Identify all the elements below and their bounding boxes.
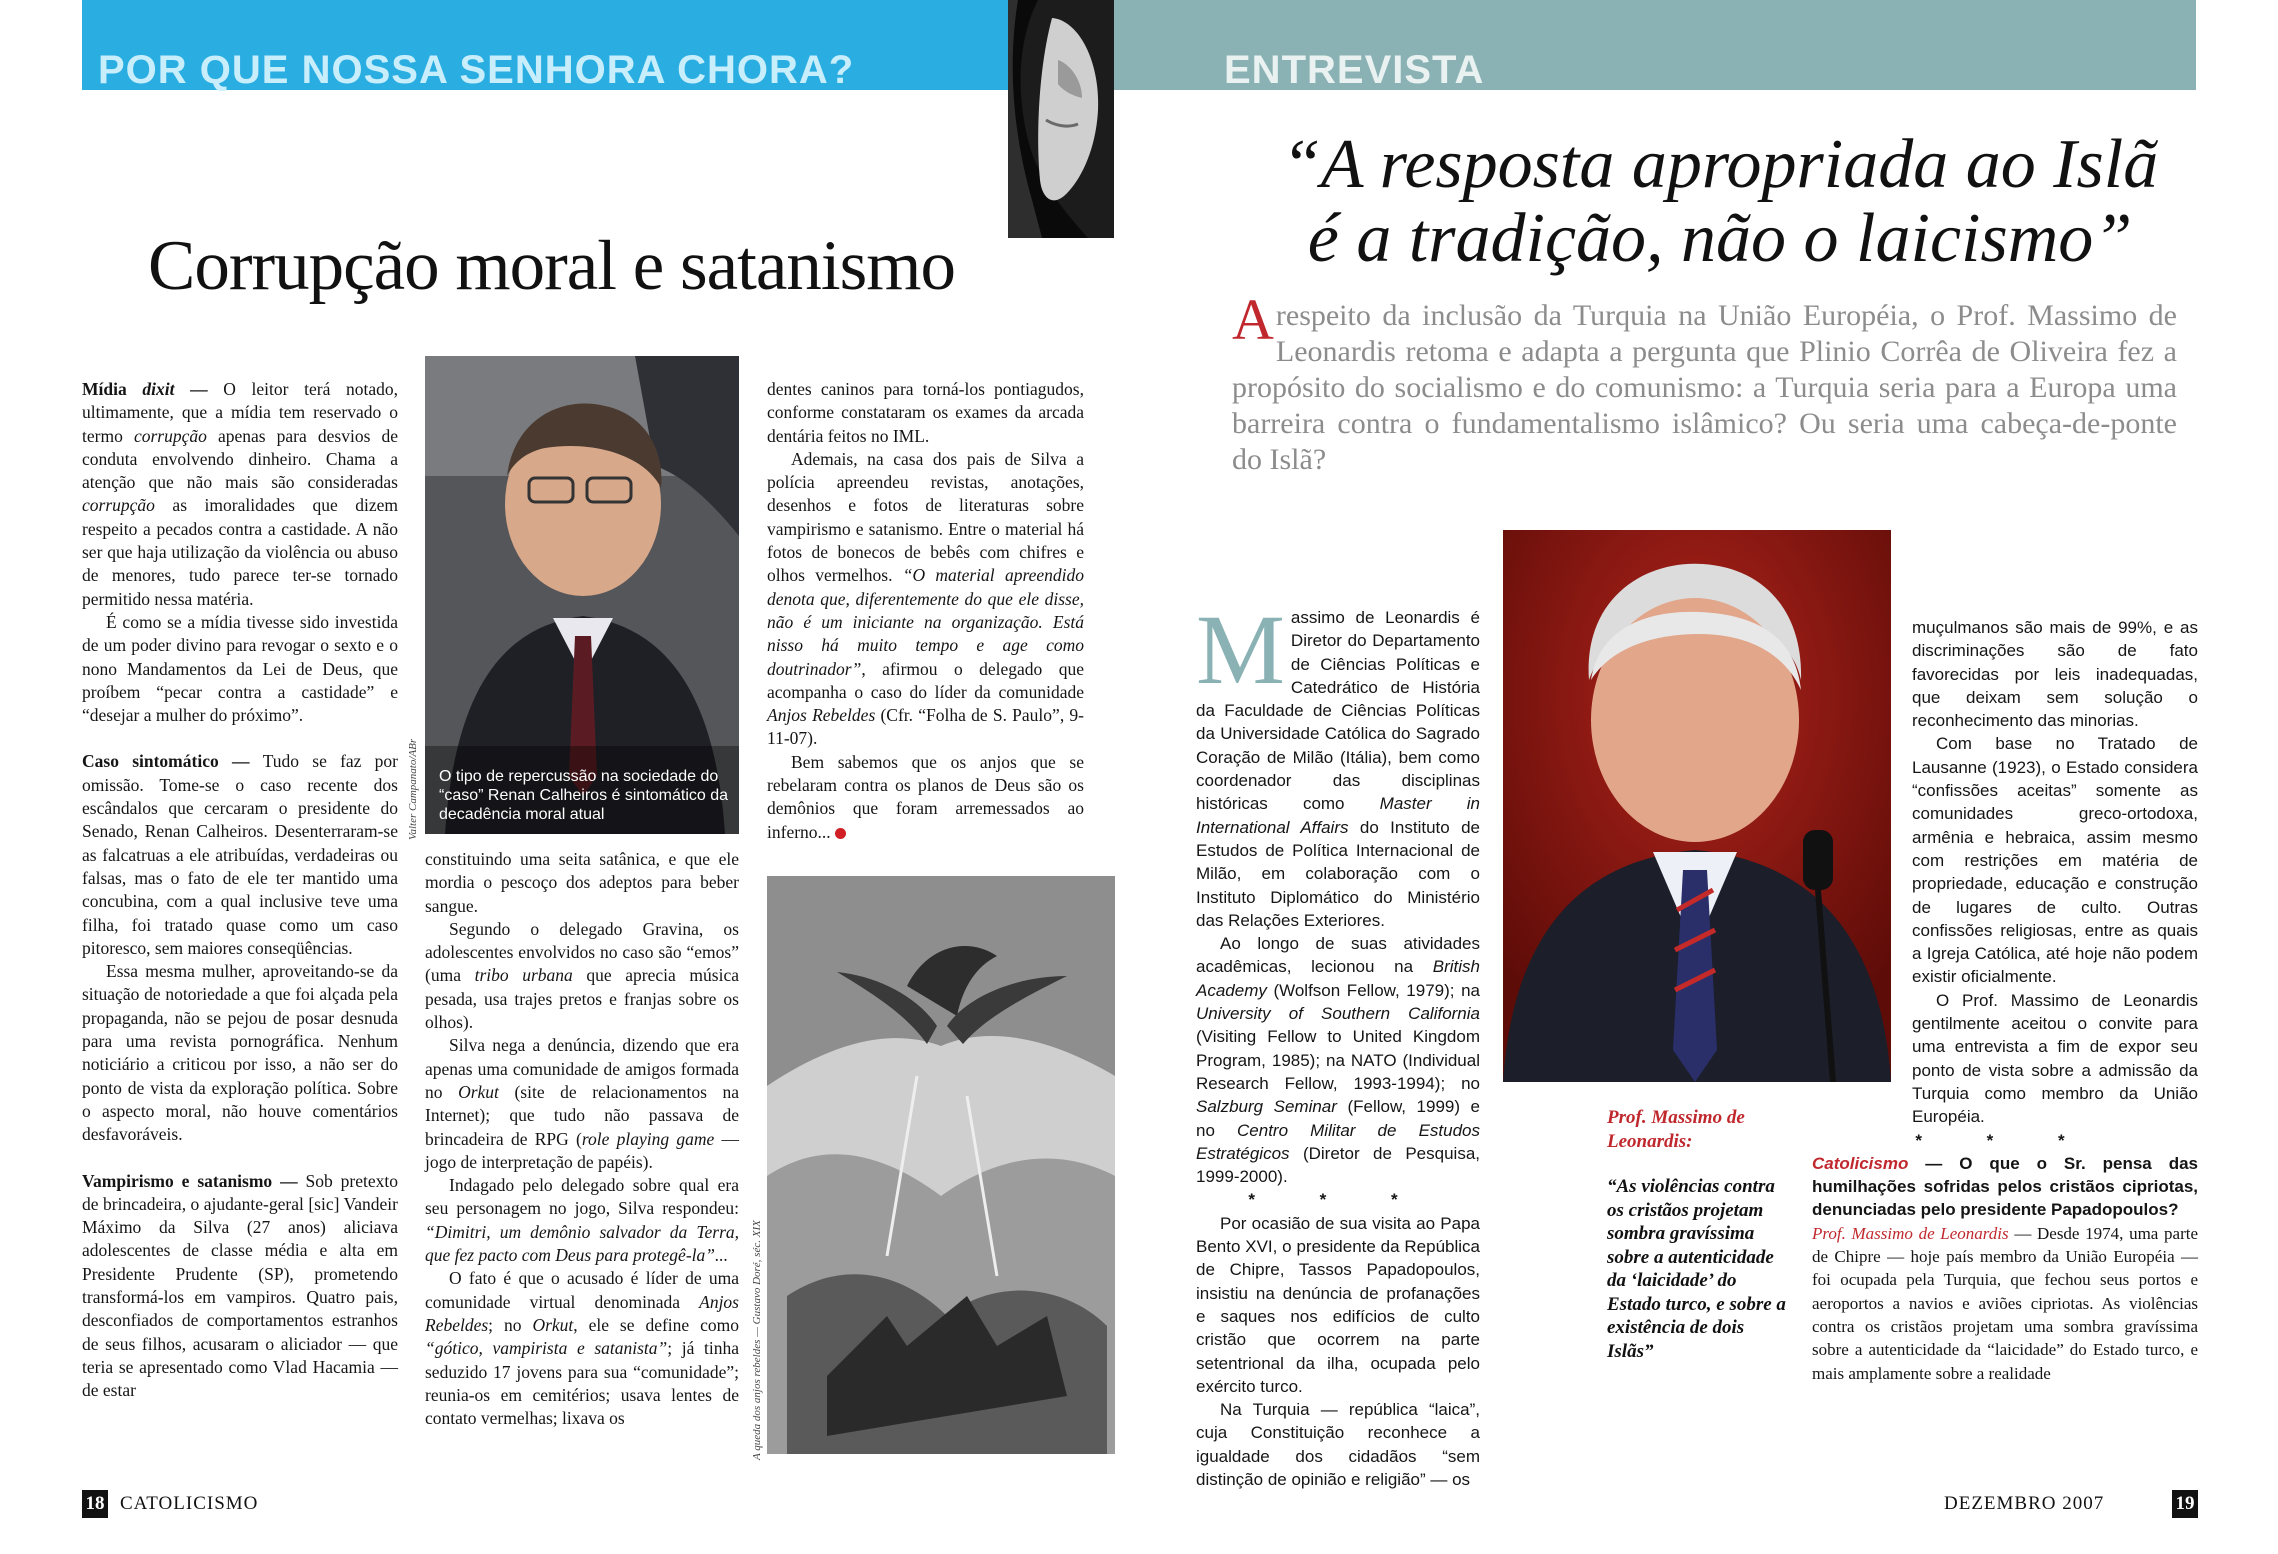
photo-credit: Valter Campanato/ABr <box>407 738 419 840</box>
engraving-credit: A queda dos anjos rebeldes — Gustavo Doré, séc. XIX <box>751 1220 763 1460</box>
renan-calheiros-photo <box>425 356 739 834</box>
photo-caption: O tipo de repercussão na sociedade do “caso” Renan Calheiros é sintomático da decadência moral atual <box>439 768 729 823</box>
paragraph: Vampirismo e satanismo — Sob pretexto de brincadeira, o ajudante-geral [sic] Vandeir Máximo da Silva (27 anos) aliciava adolescentes de classe média e alta em Presidente Prudente (SP), prometendo transformá-los em vampiros. Quatro pais, desconfiados de comportamentos estranhos de seus filhos, acusaram o aliciador — que teria se apresentado como Vlad Hacamia — de estar <box>82 1170 398 1401</box>
paragraph: Mídia dixit — O leitor terá notado, ultimamente, que a mídia tem reservado o termo corrupção apenas para desvios de conduta envolvendo dinheiro. Chama a atenção que não mais são consideradas corrupção as imoralidades que dizem respeito a pecados contra a castidade. A não ser que haja utilização da violência ou abuso de menores, tudo parece ter-se tornado permitido nessa matéria. <box>82 379 398 609</box>
section-separator: * * * <box>1915 1130 2095 1150</box>
paragraph: dentes caninos para torná-los pontiagudos, conforme constataram os exames da arcada dentária feitos no IML. <box>767 379 1084 446</box>
section-title-right: ENTREVISTA <box>1224 48 1485 92</box>
section-title-left: POR QUE NOSSA SENHORA CHORA? <box>98 48 855 92</box>
paragraph: É como se a mídia tivesse sido investida de um poder divino para revogar o sexto e o nono Mandamentos da Lei de Deus, que proíbem “pecar contra a castidade” e “desejar a mulher do próximo”. <box>82 611 398 726</box>
column-5-upper <box>1912 616 2198 989</box>
paragraph: Por ocasião de sua visita ao Papa Bento XVI, o presidente da República de Chipre, Tassos Papadopoulos, insistiu na denúncia de profanações e saques nos edifícios de culto cristão que ocorrem na parte setentrional da ilha, ocupada pelo exército turco. <box>1196 1213 1480 1396</box>
dropcap: M <box>1196 594 1285 705</box>
column-2 <box>425 848 739 1430</box>
paragraph: constituindo uma seita satânica, e que ele mordia o pescoço dos adeptos para beber sangue. <box>425 849 739 916</box>
interview-question: Catolicismo — O que o Sr. pensa das humilhações sofridas pelos cristãos cipriotas, denunciadas pelo presidente Papadopoulos? <box>1812 1153 2198 1220</box>
paragraph: Na Turquia — república “laica”, cuja Constituição reconhece a igualdade dos cidadãos “sem distinção de opinião e religião” — os <box>1196 1400 1480 1489</box>
column-5 <box>1812 616 2198 1385</box>
title-line-2: é a tradição, não o laicismo” <box>1307 200 2133 277</box>
paragraph: Indagado pelo delegado sobre qual era seu personagem no jogo, Silva respondeu: “Dimitri, um demônio salvador da Terra, que fez pacto com Deus para protegê-la”... <box>425 1175 739 1266</box>
issue-date: DEZEMBRO 2007 <box>1944 1493 2105 1514</box>
column-3 <box>767 378 1084 844</box>
article-deck <box>1232 287 2177 478</box>
deck-dropcap: A <box>1232 287 1274 352</box>
pull-quote <box>1607 1106 1787 1363</box>
column-4 <box>1196 594 1480 1491</box>
fall-of-rebel-angels-engraving <box>767 876 1115 1454</box>
deck-text: respeito da inclusão da Turquia na União Européia, o Prof. Massimo de Leonardis retoma e adapta a pergunta que Plinio Corrêa de Oliveira fez a propósito do socialismo e do comunismo: a Turquia seria para a Europa uma barreira contra o fundamentalismo islâmico? Ou seria uma cabeça-de-ponte do Islã? <box>1232 299 2177 476</box>
subhead: Mídia dixit — <box>82 379 224 399</box>
paragraph: Ao longo de suas atividades acadêmicas, lecionou na British Academy (Wolfson Fellow, 1979); na University of Southern California (Visiting Fellow to United Kingdom Program, 1985); na NATO (Individual Research Fellow, 1993-1994); no Salzburg Seminar (Fellow, 1999) e no Centro Militar de Estudos Estratégicos (Diretor de Pesquisa, 1999-2000). <box>1196 934 1480 1187</box>
paragraph: Massimo de Leonardis é Diretor do Departamento de Ciências Políticas e Catedrático de História da Faculdade de Ciências Políticas da Universidade Católica do Sagrado Coração de Milão (Itália), bem como coordenador das disciplinas históricas como Master in International Affairs do Instituto de Estudos de Política Internacional de Milão, em colaboração com o Instituto Diplomático do Ministério das Relações Exteriores. <box>1196 594 1480 930</box>
section-header-left <box>82 0 1008 90</box>
pull-quote-attribution: Prof. Massimo de Leonardis: <box>1607 1107 1745 1152</box>
interview-answer: Prof. Massimo de Leonardis — Desde 1974, uma parte de Chipre — hoje país membro da União Européia — foi ocupada pela Turquia, que fechou seus portos e aeroportos a navios e aviões cipriotas. As violências contra os cristãos projetam uma sombra gravíssima sobre a autenticidade da “laicidade” do Estado turco, e mais amplamente sobre a realidade <box>1812 1223 2198 1383</box>
pull-quote-text: “As violências contra os cristãos projetam sombra gravíssima sobre a autenticidade da ‘laicidade’ do Estado turco, e sobre a existência de dois Islãs” <box>1607 1176 1786 1362</box>
paragraph: Segundo o delegado Gravina, os adolescentes envolvidos no caso são “emos” (uma tribo urbana que aprecia música pesada, usa trajes pretos e franjas sobre os olhos). <box>425 918 739 1033</box>
column-1 <box>82 378 398 1402</box>
article-title-right <box>1200 128 2240 276</box>
magazine-name: CATOLICISMO <box>120 1493 259 1514</box>
paragraph: Essa mesma mulher, aproveitando-se da situação de notoriedade a que foi alçada pela propaganda, não se pejou de posar desnuda para uma revista pornográfica. Nenhum noticiário a criticou por isso, a não ser do ponto de vista da exploração política. Sobre o aspecto moral, não houve comentários desfavoráveis. <box>82 961 398 1145</box>
paragraph: O Prof. Massimo de Leonardis gentilmente aceitou o convite para uma entrevista a fim de expor seu ponto de vista sobre a admissão da Turquia como membro da União Européia. <box>1912 990 2198 1127</box>
title-line-1: “A resposta apropriada ao Islã <box>1281 126 2159 203</box>
article-title-left: Corrupção moral e satanismo <box>148 227 956 305</box>
paragraph: Bem sabemos que os anjos que se rebelaram contra os planos de Deus são os demônios que foram arremessados ao inferno... <box>767 751 1084 842</box>
paragraph: Com base no Tratado de Lausanne (1923), o Estado considera “confissões aceitas” somente as comunidades greco-ortodoxa, armênia e hebraica, assim mesmo com restrições em matéria de propriedade, educação e construção de lugares de culto. Outras confissões religiosas, entre as quais a Igreja Católica, até hoje não podem existir oficialmente. <box>1912 734 2198 987</box>
our-lady-statue-image <box>1008 0 1114 238</box>
subhead: Vampirismo e satanismo <box>82 1170 273 1191</box>
section-separator: * * * <box>1248 1190 1428 1210</box>
paragraph: muçulmanos são mais de 99%, e as discriminações são de fato favorecidas por leis inadequadas, que deixam sem solução o reconhecimento das minorias. <box>1912 618 2198 731</box>
paragraph: O fato é que o acusado é líder de uma comunidade virtual denominada Anjos Rebeldes; no Orkut, ele se define como “gótico, vampirista e satanista”; já tinha seduzido 17 jovens para sua “comunidade”; reunia-os em cemitérios; usava lentes de contato vermelhas; lixava os <box>425 1268 740 1429</box>
section-header-right <box>1114 0 2196 90</box>
page-number-left: 18 <box>85 1493 105 1514</box>
paragraph: Ademais, na casa dos pais de Silva a polícia apreendeu revistas, anotações, desenhos e fotos de literaturas sobre vampirismo e satanismo. Entre o material há fotos de bonecos de bebês com chifres e olhos vermelhos. “O material apreendido denota que, diferentemente do que ele disse, não é um iniciante na organização. Está nisso há muito tempo e age como doutrinador”, afirmou o delegado que acompanha o caso do líder da comunidade Anjos Rebeldes (Cfr. “Folha de S. Paulo”, 9-11-07). <box>767 448 1084 749</box>
subhead: Caso sintomático <box>82 751 219 772</box>
page-number-right: 19 <box>2175 1493 2195 1514</box>
end-mark <box>835 828 846 839</box>
paragraph: Silva nega a denúncia, dizendo que era apenas uma comunidade de amigos formada no Orkut (site de relacionamentos na Internet); que tudo não passava de brincadeira de RPG (role playing game — jogo de interpretação de papéis). <box>425 1035 740 1172</box>
paragraph: Caso sintomático — Tudo se faz por omissão. Tome-se o caso recente dos escândalos que cercaram o presidente do Senado, Renan Calheiros. Desenterraram-se as falcatruas a ele atribuídas, verdadeiras ou falsas, mas o fato de ele ter mantido uma concubina, com a qual inclusive teve uma filha, foi tratado quase como um caso pitoresco, sem maiores conseqüências. <box>82 751 399 958</box>
